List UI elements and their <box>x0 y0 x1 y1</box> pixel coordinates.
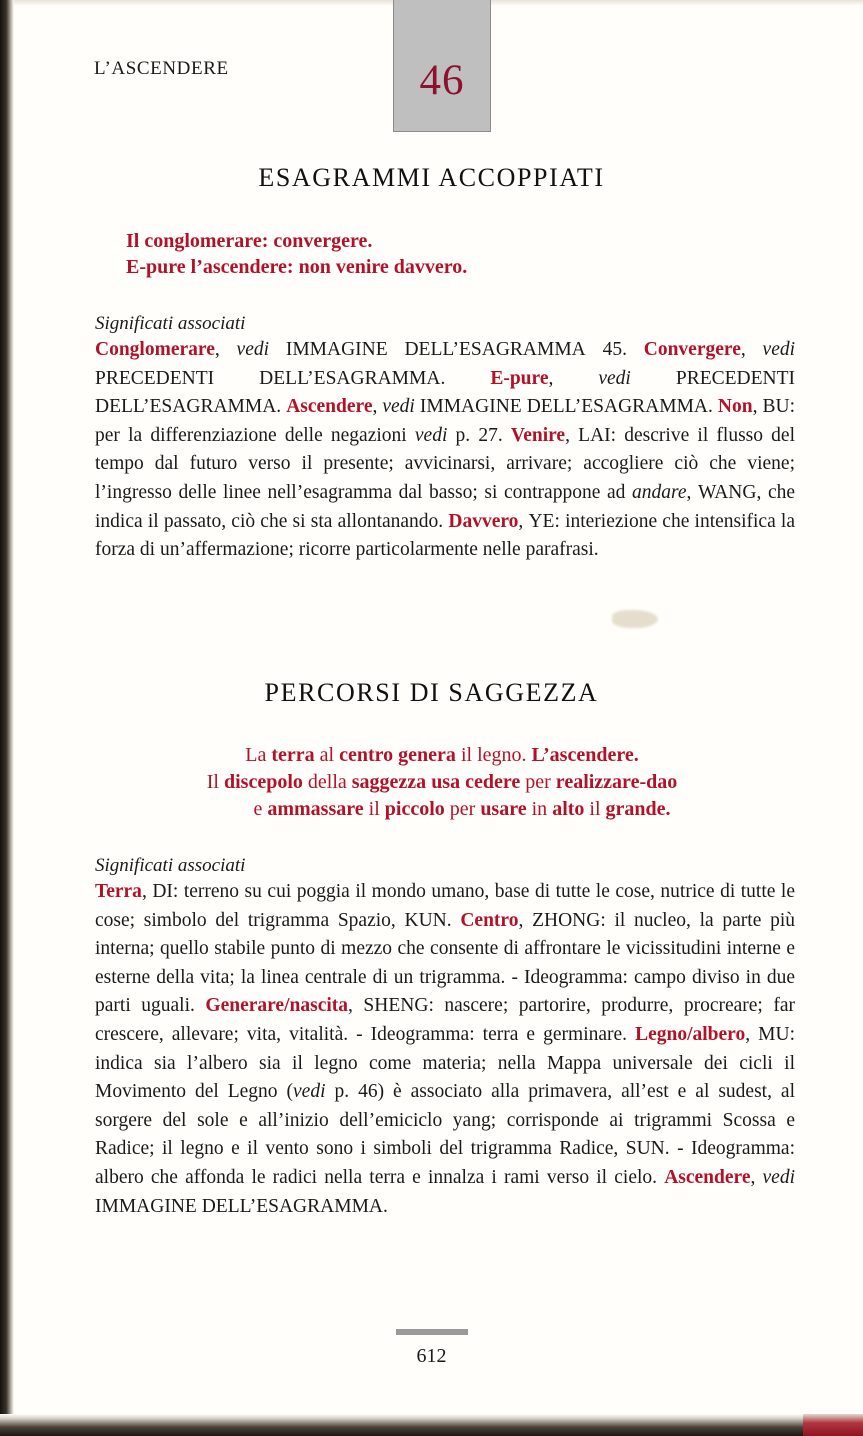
keyword-term: Ascendere <box>286 396 373 418</box>
text-run: , <box>752 396 763 418</box>
verse-line: E-pure l’ascendere: non venire davvero. <box>126 256 468 278</box>
text-run: , <box>372 396 383 418</box>
text-run: . <box>446 909 461 931</box>
keyword-term: Generare/nascita <box>205 995 349 1017</box>
keyword-term: Centro <box>460 909 519 931</box>
text-run: : descrive il flusso del tempo dal futuro verso il presente; avvicinarsi, arrivare; accogliere ciò che viene; l’ingresso delle linee nell’esagramma dal basso; si contrappone ad <box>95 424 796 503</box>
italic-term: vedi <box>414 424 448 446</box>
text-run: p. 27. <box>447 424 511 446</box>
keyword-term: E-pure <box>490 367 549 389</box>
smallcaps-term: PRECEDENTI DELL’ESAGRAMMA <box>95 367 796 418</box>
associated-meanings-label-1: Significati associati <box>95 313 246 334</box>
smallcaps-term: IMMAGINE DELL’ESAGRAMMA <box>95 1195 383 1217</box>
associated-meanings-label-2: Significati associati <box>95 855 246 876</box>
page-bottom-edge <box>0 1414 863 1436</box>
verse-line: La terra al centro genera il legno. L’ascendere. <box>245 744 639 766</box>
italic-term: vedi <box>236 339 270 360</box>
text-run: , <box>348 995 364 1017</box>
text-run: , che indica il passato, ciò che si sta allontanando. <box>95 481 796 532</box>
text-run: . <box>708 396 718 418</box>
smallcaps-term: KUN <box>404 909 447 931</box>
keyword-term: Terra <box>95 881 142 902</box>
text-run: . <box>276 396 287 418</box>
text-run: : interiezione che intensifica la forza di un’affermazione; ricorre particolarmente nelle parafrasi. <box>95 510 795 561</box>
text-run: : indica sia l’albero sia il legno come materia; nella Mappa universale dei cicli il Movimento del Legno ( <box>95 1023 796 1103</box>
verse-block-percorsi-di-saggezza <box>92 742 792 823</box>
smallcaps-term: LAI <box>578 424 611 446</box>
smallcaps-term: BU <box>762 396 790 418</box>
smallcaps-term: MU <box>758 1023 790 1045</box>
page-corner-marker <box>803 1414 863 1436</box>
verse-line: Il discepolo della saggezza usa cedere per realizzare-dao <box>206 771 678 793</box>
keyword-term: Davvero <box>448 510 519 532</box>
text-run: , <box>686 481 698 503</box>
running-head: L’ASCENDERE <box>94 58 229 79</box>
italic-term: vedi <box>293 1081 326 1103</box>
hexagram-number: 46 <box>419 57 465 104</box>
paper-smudge <box>612 610 658 628</box>
text-run <box>631 368 676 389</box>
footer-rule <box>396 1329 468 1335</box>
smallcaps-term: PRECEDENTI DELL’ESAGRAMMA <box>95 367 441 389</box>
smallcaps-term: SHENG <box>363 995 429 1017</box>
text-run: . - Ideogramma: albero che affonda le radici nella terra e innalza i rami verso il cielo. <box>95 1138 795 1188</box>
body-paragraph-2 <box>95 878 795 1221</box>
smallcaps-term: DI <box>152 881 173 902</box>
text-run: p. 46) è associato alla primavera, all’est e al sudest, al sorgere del sole e all’inizio dell’emiciclo yang; corrisponde ai trigrammi Scossa e Radice; il legno e il vento sono i simboli del trigramma Radice, <box>95 1081 795 1160</box>
italic-term: vedi <box>762 1166 795 1188</box>
text-run: , <box>518 510 529 532</box>
text-run: , <box>745 1023 759 1045</box>
keyword-term: Legno/albero <box>635 1023 746 1045</box>
smallcaps-term: IMMAGINE DELL’ESAGRAMMA <box>419 396 709 418</box>
text-run <box>269 339 286 360</box>
italic-term: andare <box>631 481 687 503</box>
text-run: , <box>548 367 599 389</box>
text-run: , <box>565 424 579 446</box>
text-run: 45. <box>585 339 644 360</box>
smallcaps-term: ZHONG <box>532 909 601 931</box>
smallcaps-term: SUN <box>625 1138 665 1160</box>
text-run: . <box>440 367 491 389</box>
italic-term: vedi <box>762 339 796 360</box>
text-run: , <box>740 339 763 360</box>
text-run: , <box>518 909 533 931</box>
text-run: , <box>750 1166 763 1188</box>
page-left-edge <box>0 0 14 1436</box>
text-run: . <box>383 1195 388 1217</box>
keyword-term: Conglomerare <box>95 339 215 360</box>
text-run: : per la differenziazione delle negazioni <box>95 396 795 446</box>
italic-term: vedi <box>382 396 415 418</box>
section-title-percorsi-di-saggezza: PERCORSI DI SAGGEZZA <box>264 678 599 707</box>
verse-line: e ammassare il piccolo per usare in alto il grande. <box>253 798 671 820</box>
section-title-esagrammi-accoppiati: ESAGRAMMI ACCOPPIATI <box>258 163 605 192</box>
text-run: : nascere; partorire, produrre, procreare; far crescere, allevare; vita, vitalità. - Ideogramma: terra e germinare. <box>95 995 796 1045</box>
keyword-term: Convergere <box>643 339 741 360</box>
keyword-term: Non <box>717 396 753 418</box>
smallcaps-term: IMMAGINE DELL’ESAGRAMMA <box>285 339 586 360</box>
text-run: , <box>141 881 153 902</box>
body-paragraph-1 <box>95 336 795 565</box>
keyword-term: Venire <box>510 424 566 446</box>
keyword-term: Ascendere <box>664 1166 751 1188</box>
text-run: , <box>214 339 237 360</box>
verse-line: Il conglomerare: convergere. <box>126 230 373 252</box>
smallcaps-term: YE <box>528 510 555 532</box>
verse-block-esagrammi-accoppiati <box>126 228 786 280</box>
italic-term: vedi <box>598 367 631 389</box>
smallcaps-term: WANG <box>697 481 757 503</box>
page-number: 612 <box>416 1345 447 1367</box>
text-run: : terreno su cui poggia il mondo umano, base di tutte le cose, nutrice di tutte le cose; simbolo del trigramma Spazio, <box>95 881 795 931</box>
text-run: : il nucleo, la parte più interna; quello stabile punto di mezzo che consente di affrontare le vicissitudini interne e esterne della vita; la linea centrale di un trigramma. - Ideogramma: campo diviso in due parti uguali. <box>95 909 795 1017</box>
